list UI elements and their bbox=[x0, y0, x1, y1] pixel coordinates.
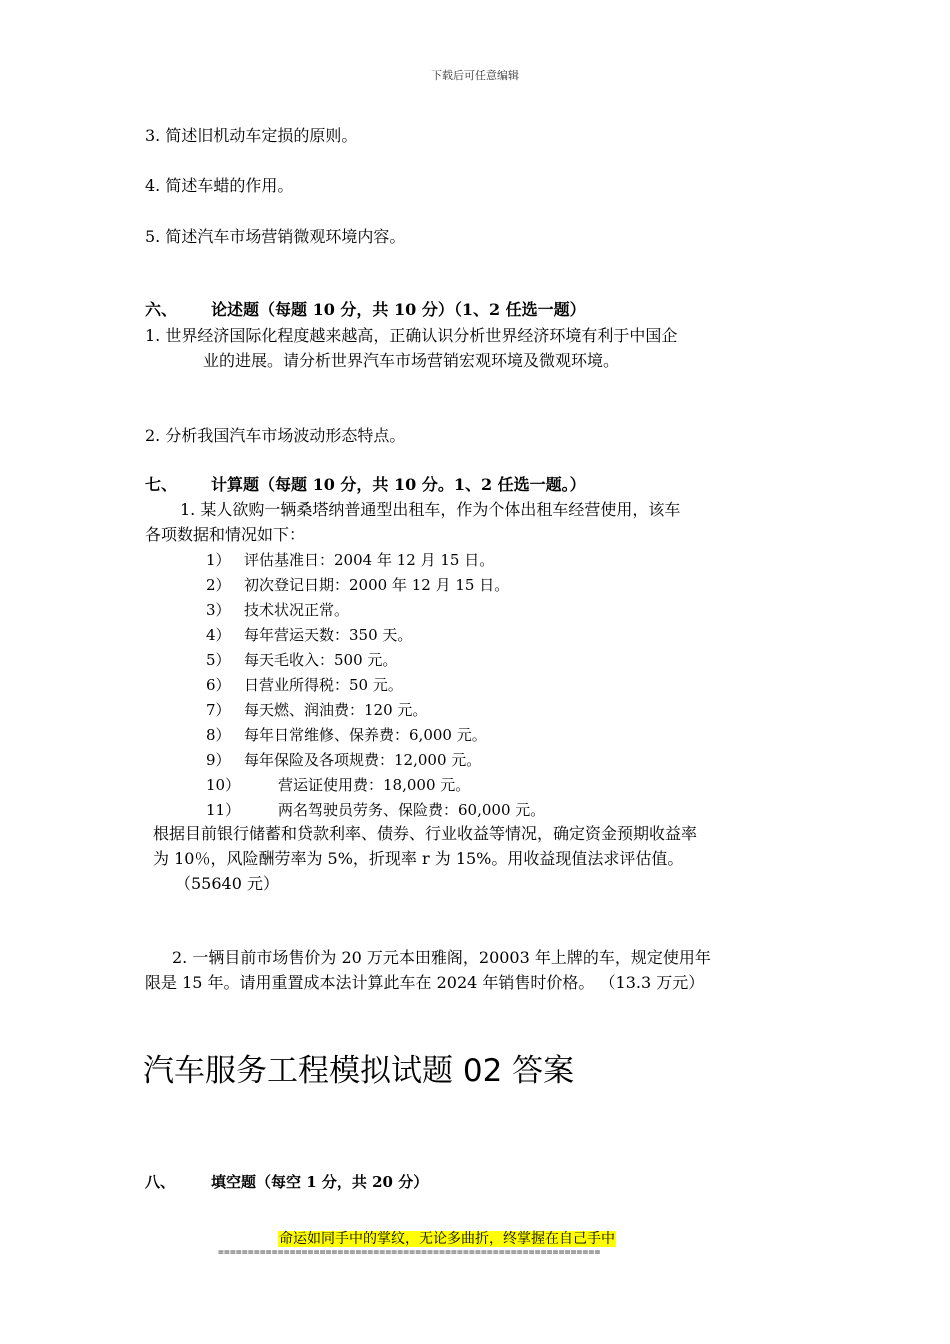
list-item bbox=[206, 648, 545, 673]
section-7-heading bbox=[145, 473, 586, 497]
item-text: 每年日常维修、保养费：6,000 元。 bbox=[244, 726, 487, 744]
item-number: 11） bbox=[206, 801, 241, 819]
section-7-para-line1: 根据目前银行储蓄和贷款利率、债券、行业收益等情况，确定资金预期收益率 bbox=[153, 824, 698, 843]
item-text: 每天毛收入：500 元。 bbox=[244, 651, 398, 669]
list-item bbox=[206, 548, 545, 573]
item-number: 9） bbox=[206, 751, 231, 769]
item-number: 4） bbox=[206, 626, 231, 644]
item-number: 3） bbox=[206, 601, 231, 619]
section-6-q2: 2. 分析我国汽车市场波动形态特点。 bbox=[145, 426, 406, 445]
item-number: 5） bbox=[206, 651, 231, 669]
question-3: 3. 简述旧机动车定损的原则。 bbox=[145, 126, 358, 145]
item-text: 每年保险及各项规费：12,000 元。 bbox=[244, 751, 482, 769]
section-6-heading bbox=[145, 298, 586, 322]
page-header: 下载后可任意编辑 bbox=[431, 69, 519, 82]
item-text: 初次登记日期：2000 年 12 月 15 日。 bbox=[244, 576, 510, 594]
list-item bbox=[206, 723, 545, 748]
item-number: 1） bbox=[206, 551, 231, 569]
section-8-title: 填空题（每空 1 分，共 20 分） bbox=[211, 1173, 429, 1191]
list-item bbox=[206, 698, 545, 723]
section-7-answer-1: （55640 元） bbox=[175, 874, 279, 893]
list-item bbox=[206, 798, 545, 823]
section-8-heading bbox=[145, 1170, 428, 1194]
footer-motto-wrap bbox=[278, 1228, 616, 1248]
section-8-number: 八、 bbox=[145, 1173, 176, 1191]
section-6-q1-line2: 业的进展。请分析世界汽车市场营销宏观环境及微观环境。 bbox=[203, 351, 620, 370]
item-number: 7） bbox=[206, 701, 231, 719]
item-text: 日营业所得税：50 元。 bbox=[244, 676, 403, 694]
question-5: 5. 简述汽车市场营销微观环境内容。 bbox=[145, 227, 406, 246]
item-number: 2） bbox=[206, 576, 231, 594]
section-7-q1-line1: 1. 某人欲购一辆桑塔纳普通型出租车，作为个体出租车经营使用，该车 bbox=[180, 500, 681, 519]
data-item-list bbox=[206, 548, 545, 823]
section-7-number: 七、 bbox=[145, 475, 178, 494]
list-item bbox=[206, 673, 545, 698]
section-7-q1-line2: 各项数据和情况如下： bbox=[145, 525, 306, 544]
answer-title: 汽车服务工程模拟试题 02 答案 bbox=[143, 1053, 575, 1089]
item-text: 每天燃、润油费：120 元。 bbox=[244, 701, 428, 719]
item-number: 6） bbox=[206, 676, 231, 694]
question-4: 4. 简述车蜡的作用。 bbox=[145, 176, 294, 195]
item-text: 营运证使用费：18,000 元。 bbox=[278, 776, 471, 794]
item-text: 两名驾驶员劳务、保险费：60,000 元。 bbox=[278, 801, 546, 819]
list-item bbox=[206, 598, 545, 623]
section-7-q2-line1: 2. 一辆目前市场售价为 20 万元本田雅阁，20003 年上牌的车，规定使用年 bbox=[172, 948, 711, 967]
section-6-q1-line1: 1. 世界经济国际化程度越来越高，正确认识分析世界经济环境有利于中国企 bbox=[145, 326, 678, 345]
section-7-para-line2: 为 10％，风险酬劳率为 5%，折现率 r 为 15%。用收益现值法求评估值。 bbox=[153, 849, 684, 868]
item-text: 每年营运天数：350 天。 bbox=[244, 626, 413, 644]
item-number: 8） bbox=[206, 726, 231, 744]
list-item bbox=[206, 573, 545, 598]
section-6-number: 六、 bbox=[145, 300, 178, 319]
section-7-q2-line2: 限是 15 年。请用重置成本法计算此车在 2024 年销售时价格。 （13.3 万元） bbox=[145, 973, 705, 992]
item-number: 10） bbox=[206, 776, 241, 794]
footer-rule: ================================================================ bbox=[218, 1247, 601, 1258]
list-item bbox=[206, 623, 545, 648]
section-6-title: 论述题（每题 10 分，共 10 分）（1、2 任选一题） bbox=[211, 300, 586, 319]
section-7-title: 计算题（每题 10 分，共 10 分。1、2 任选一题。） bbox=[211, 475, 586, 494]
item-text: 技术状况正常。 bbox=[244, 601, 350, 619]
list-item bbox=[206, 748, 545, 773]
list-item bbox=[206, 773, 545, 798]
footer-motto: 命运如同手中的掌纹，无论多曲折，终掌握在自己手中 bbox=[279, 1231, 615, 1247]
item-text: 评估基准日：2004 年 12 月 15 日。 bbox=[244, 551, 495, 569]
